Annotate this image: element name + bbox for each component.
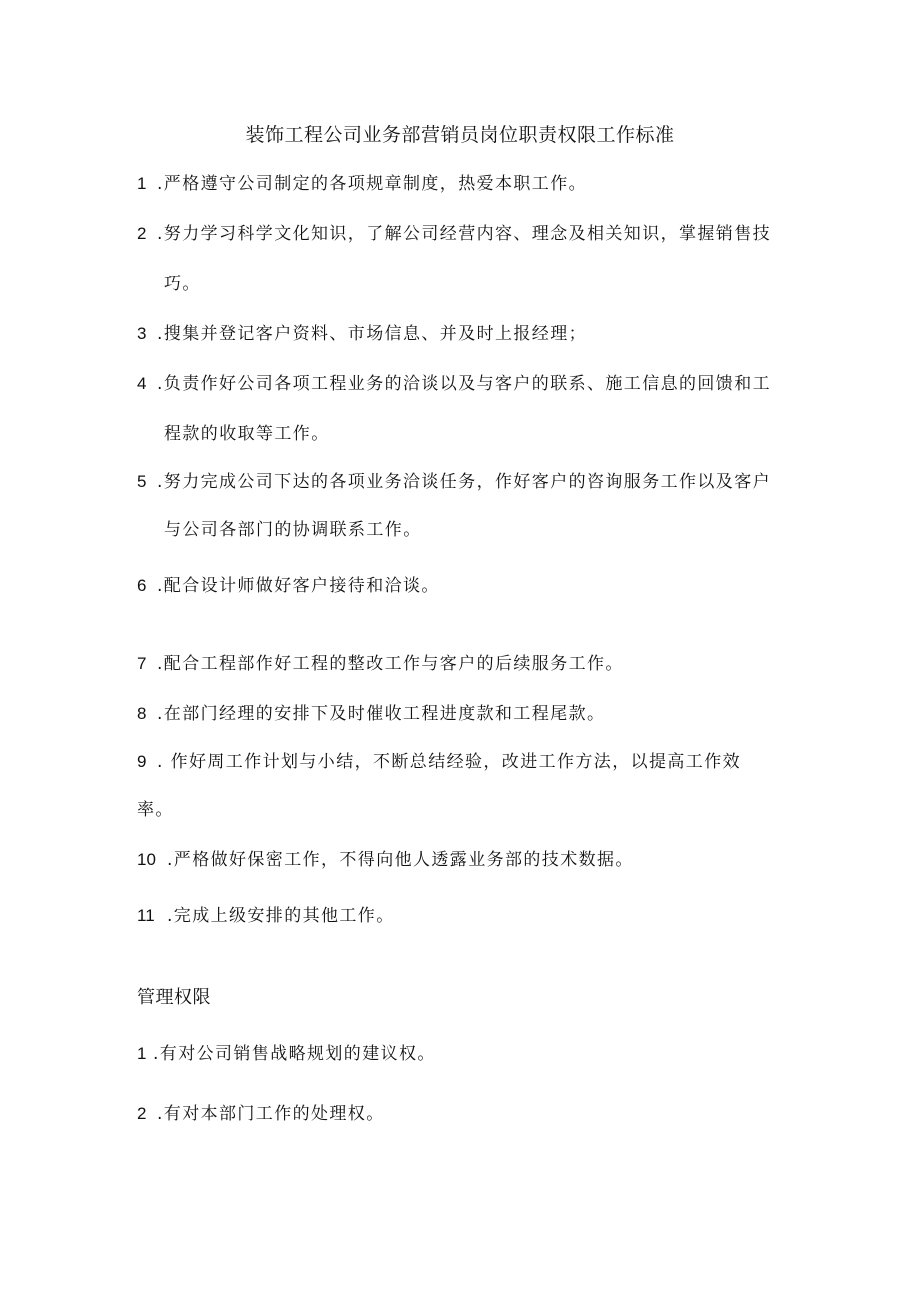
item-number: 1	[137, 174, 147, 193]
item-text: .在部门经理的安排下及时催收工程进度款和工程尾款。	[157, 704, 606, 724]
item-number: 3	[137, 324, 147, 343]
list-item	[137, 1042, 436, 1066]
item-text: .搜集并登记客户资料、市场信息、并及时上报经理；	[157, 324, 588, 344]
item-number: 2	[137, 224, 147, 243]
item-number: 8	[137, 704, 147, 723]
list-item	[137, 172, 587, 196]
list-item	[137, 574, 440, 598]
item-text: .努力学习科学文化知识，了解公司经营内容、理念及相关知识，掌握销售技	[157, 224, 772, 244]
item-number: 1	[137, 1044, 147, 1063]
section-heading: 管理权限	[137, 987, 211, 1008]
list-item	[137, 322, 587, 346]
list-item-continuation: 与公司各部门的协调联系工作。	[164, 520, 422, 540]
list-item-continuation: 率。	[137, 800, 174, 820]
item-text: .配合工程部作好工程的整改工作与客户的后续服务工作。	[157, 654, 624, 674]
item-text: .严格遵守公司制定的各项规章制度，热爱本职工作。	[157, 174, 588, 194]
list-item	[137, 702, 605, 726]
item-number: 9	[137, 752, 147, 771]
item-number: 4	[137, 374, 147, 393]
list-item-continuation: 程款的收取等工作。	[164, 424, 330, 444]
item-number: 7	[137, 654, 147, 673]
item-number: 11	[137, 906, 155, 925]
item-text: .完成上级安排的其他工作。	[167, 906, 395, 926]
list-item	[137, 372, 771, 396]
item-text: .有对公司销售战略规划的建议权。	[153, 1044, 436, 1064]
list-item	[137, 848, 634, 872]
item-text: .有对本部门工作的处理权。	[157, 1104, 385, 1124]
list-item-continuation: 巧。	[164, 274, 201, 294]
item-number: 5	[137, 472, 147, 491]
list-item	[137, 750, 741, 774]
list-item	[137, 470, 771, 494]
item-number: 6	[137, 576, 147, 595]
document-title: 装饰工程公司业务部营销员岗位职责权限工作标准	[245, 124, 675, 146]
list-item	[137, 1102, 385, 1126]
list-item	[137, 222, 771, 246]
list-item	[137, 652, 624, 676]
item-number: 10	[137, 850, 156, 869]
item-number: 2	[137, 1104, 147, 1123]
item-text: .严格做好保密工作，不得向他人透露业务部的技术数据。	[167, 850, 634, 870]
list-item	[137, 904, 395, 928]
item-text: .负责作好公司各项工程业务的洽谈以及与客户的联系、施工信息的回馈和工	[157, 374, 772, 394]
item-text: .配合设计师做好客户接待和洽谈。	[157, 576, 440, 596]
item-text: .努力完成公司下达的各项业务洽谈任务，作好客户的咨询服务工作以及客户	[157, 472, 772, 492]
item-text: . 作好周工作计划与小结，不断总结经验，改进工作方法，以提高工作效	[157, 752, 742, 772]
